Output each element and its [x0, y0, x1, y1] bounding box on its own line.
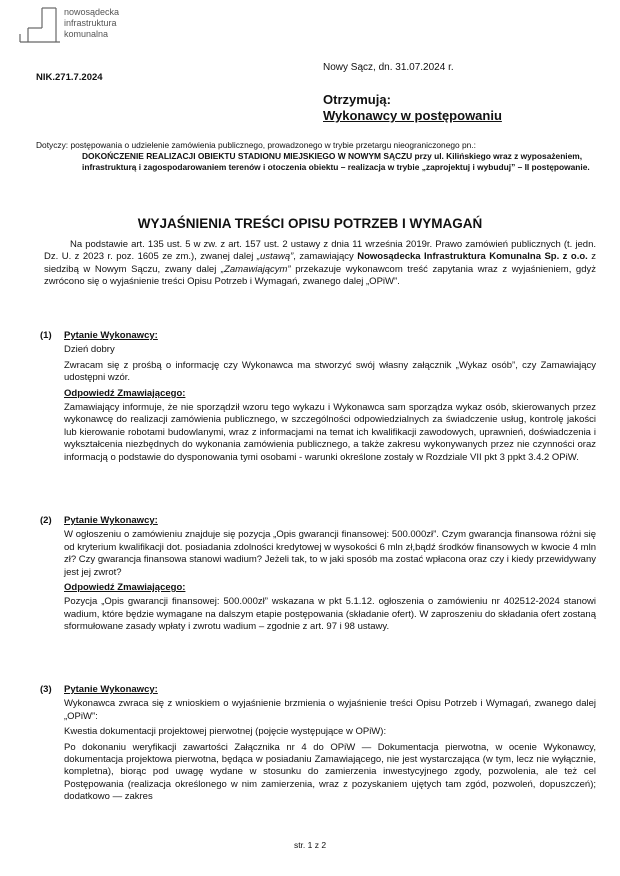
- question-heading: Pytanie Wykonawcy:: [64, 684, 158, 695]
- question-paragraph: Zwracam się z prośbą o informację czy Wykonawca ma stworzyć swój własny załącznik „Wykaz osób”, czy Zamawiający udostępni wzór.: [64, 359, 596, 384]
- logo-line: komunalna: [64, 29, 109, 39]
- question-heading: Pytanie Wykonawcy:: [64, 515, 158, 526]
- answer-paragraph: Zamawiający informuje, że nie sporządził wzoru tego wykazu i Wykonawca sam sporządza wykaz osób, skierowanych przez wykonawcę do realizacji zamówienia publicznego, w szczególności odpowiedzialnych za świadczenie usług, kontrolę jakości lub kierowanie robotami budowlanymi, wraz z informacjami na temat ich kwalifikacji zawodowych, uprawnień, doświadczenia i wykształcenia niezbędnych do wykonania zamówienia publicznego, a także zakresu wykonywanych przez nie czynności oraz informacją o podstawie do dysponowania tymi osobami - warunki określone zostały w Rozdziale VII pkt 3 ppkt 3.4.2 OPiW.: [64, 402, 596, 463]
- logo-line: infrastruktura: [64, 18, 117, 28]
- subject-lead: postępowania o udzielenie zamówienia publicznego, prowadzonego w trybie przetargu nieograniczonego pn.:: [70, 140, 476, 150]
- question-paragraph: Kwestia dokumentacji projektowej pierwotnej (pojęcie występujące w OPiW):: [64, 726, 387, 738]
- question-number: (3): [40, 684, 52, 695]
- question-paragraph: Wykonawca zwraca się z wnioskiem o wyjaśnienie brzmienia o wyjaśnienie treści Opisu Potrzeb i Wymagań, zwanego dalej „OPiW”:: [64, 698, 596, 722]
- recipient-label: Otrzymują:: [323, 92, 391, 107]
- answer-paragraph: Pozycja „Opis gwarancji finansowej: 500.000zł” wskazana w pkt 5.1.12. ogłoszenia o zamówieniu nr 402512-2024 stanowi wadium, które będzie wymagane na dalszym etapie postępowania (składanie ofert). W zaproszeniu do składania ofert zostaną sformułowane zasady wpłaty i zwrotu wadium – zgodnie z art. 97 i 98 ustawy.: [64, 596, 596, 633]
- question-paragraph: Po dokonaniu weryfikacji zawartości Załącznika nr 4 do OPiW — Dokumentacja pierwotna, w ocenie Wykonawcy, dokumentacja projektowa pierwotna, będąca w posiadaniu Zamawiającego, nie jest wystarczająca (w tym, lecz nie wyłącznie, kompletna), biorąc pod uwagę wydane w stosunku do zamierzenia inwestycyjnego zgody, pozwolenia, ale też cel Postępowania (realizacja określonego w nim zamierzenia, wraz z pozyskaniem ujętych tam zgód, pozwoleń, dopuszczeń); dodatkowo — zakres: [64, 741, 596, 803]
- subject-title: DOKOŃCZENIE REALIZACJI OBIEKTU STADIONU MIEJSKIEGO W NOWYM SĄCZU przy ul. Kilińskiego wraz z wyposażeniem, infrastrukturą i zagospodarowaniem terenów i otoczenia obiektu – realizacja w trybie „zaprojektuj i wybuduj” – II postępowanie.: [82, 151, 590, 172]
- logo-text: [64, 7, 119, 40]
- question-number: (2): [40, 515, 52, 526]
- document-title: WYJAŚNIENIA TREŚCI OPISU POTRZEB I WYMAGAŃ: [137, 216, 483, 231]
- question-block-1: [40, 330, 596, 467]
- answer-heading: Odpowiedź Zmawiającego:: [64, 387, 186, 399]
- place-date: Nowy Sącz, dn. 31.07.2024 r.: [323, 62, 454, 73]
- intro-zamawiajacy: „Zamawiającym”: [220, 263, 291, 275]
- logo-mark-icon: [18, 4, 62, 48]
- page-number: str. 1 z 2: [293, 840, 327, 850]
- question-paragraph: W ogłoszeniu o zamówieniu znajduje się pozycja „Opis gwarancji finansowej: 500.000zł”. Czym gwarancja finansowa różni się od kryterium kwalifikacji dot. posiadania zdolności kredytowej w wysokości 6 mln zł,bądź środków finansowych w kwocie 4 mln zł? Czy gwarancja finansowa stanowi wadium? Jeżeli tak, to w jaki sposób ma zostać wpłacona oraz czy i kiedy przewidywany jest jej zwrot?: [64, 529, 596, 578]
- question-block-2: [40, 515, 596, 637]
- recipient-name: Wykonawcy w postępowaniu: [323, 108, 502, 123]
- subject-block: [36, 140, 591, 173]
- intro-text: , zamawiający: [293, 251, 358, 263]
- logo-line: nowosądecka: [64, 7, 120, 17]
- reference-number: NIK.271.7.2024: [36, 72, 103, 83]
- subject-label: Dotyczy:: [36, 140, 69, 150]
- question-block-3: [40, 684, 596, 807]
- question-heading: Pytanie Wykonawcy:: [64, 330, 158, 341]
- intro-company: Nowosądecka Infrastruktura Komunalna Sp. z o.o.: [357, 251, 588, 263]
- intro-paragraph: [44, 239, 596, 289]
- intro-ustawa: „ustawą”: [256, 251, 294, 263]
- answer-heading: Odpowiedź Zmawiającego:: [64, 582, 186, 594]
- company-logo: [18, 4, 138, 50]
- intro-text: przekazuje wykonawcom treść zapytania wraz z wyjaśnieniem, gdyż zwrócono się o wyjaśnienie treści Opisu Potrzeb i Wymagań, zwanego dalej „OPiW”.: [44, 263, 597, 288]
- question-number: (1): [40, 330, 52, 341]
- intro-text: Na podstawie art. 135 ust. 5 w zw. z art. 157 ust. 2 ustawy z dnia 11 września 2019r. Prawo zamówień publicznych (t. jedn. Dz. U. z 2023 r. poz. 1605 ze zm.), zwanej dalej: [44, 239, 596, 263]
- intro-text: z siedzibą w Nowym Sączu, zwany dalej: [44, 251, 596, 275]
- question-paragraph: Dzień dobry: [64, 344, 115, 356]
